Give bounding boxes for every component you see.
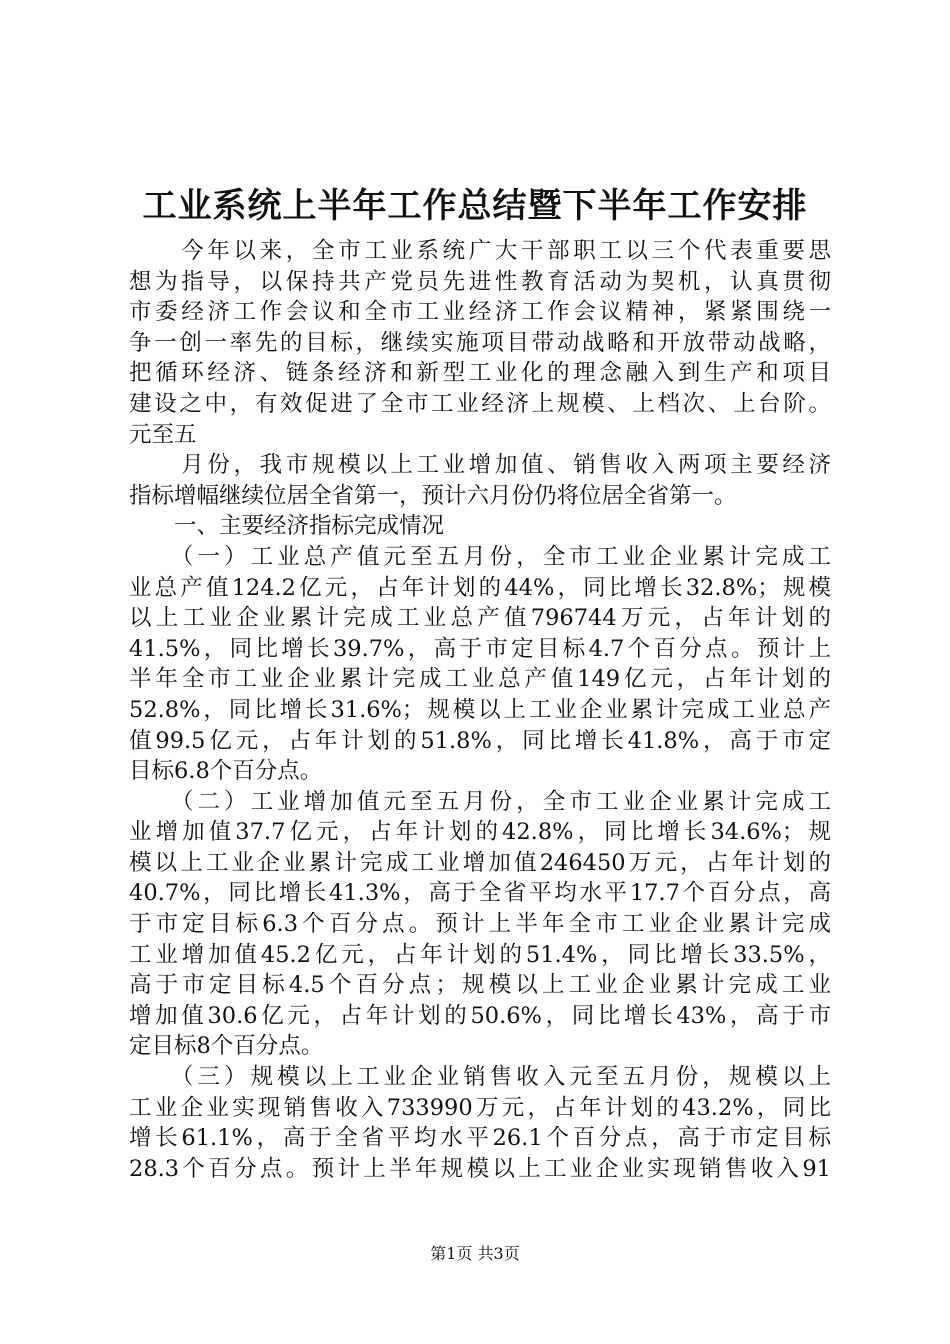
body-line: 指标增幅继续位居全省第一，预计六月份仍将位居全省第一。 xyxy=(129,482,737,509)
body-line: 想为指导，以保持共产党员先进性教育活动为契机，认真贯彻 xyxy=(129,268,831,295)
body-line: 半年全市工业企业累计完成工业总产值149亿元，占年计划的 xyxy=(129,666,831,693)
body-line: （三）规模以上工业企业销售收入元至五月份，规模以上 xyxy=(129,1064,831,1091)
body-line: 增长61.1%，高于全省平均水平26.1个百分点，高于市定目标 xyxy=(129,1125,831,1152)
body-line: 于市定目标6.3个百分点。预计上半年全市工业企业累计完成 xyxy=(129,911,831,938)
document-title: 工业系统上半年工作总结暨下半年工作安排 xyxy=(142,186,808,226)
body-line: 模以上工业企业累计完成工业增加值246450万元，占年计划的 xyxy=(129,849,831,876)
body-line: 把循环经济、链条经济和新型工业化的理念融入到生产和项目 xyxy=(129,360,831,387)
body-line: 40.7%，同比增长41.3%，高于全省平均水平17.7个百分点，高 xyxy=(129,880,831,907)
body-line: （二）工业增加值元至五月份，全市工业企业累计完成工 xyxy=(129,788,831,815)
body-line: 41.5%，同比增长39.7%，高于市定目标4.7个百分点。预计上 xyxy=(129,635,831,662)
body-line: 定目标8个百分点。 xyxy=(129,1033,324,1060)
body-line: 值99.5亿元，占年计划的51.8%，同比增长41.8%，高于市定 xyxy=(129,727,831,754)
body-line: 争一创一率先的目标，继续实施项目带动战略和开放带动战略， xyxy=(129,329,831,356)
document-body xyxy=(129,236,831,1184)
body-line: 业增加值37.7亿元，占年计划的42.8%，同比增长34.6%；规 xyxy=(129,819,831,846)
body-line: 工业增加值45.2亿元，占年计划的51.4%，同比增长33.5%， xyxy=(129,941,831,968)
body-line: 52.8%，同比增长31.6%；规模以上工业企业累计完成工业总产 xyxy=(129,696,831,723)
body-line: 市委经济工作会议和全市工业经济工作会议精神，紧紧围绕一 xyxy=(129,299,831,326)
body-line: 今年以来，全市工业系统广大干部职工以三个代表重要思 xyxy=(129,238,831,264)
body-line: （一）工业总产值元至五月份，全市工业企业累计完成工 xyxy=(129,543,831,570)
body-line: 业总产值124.2亿元，占年计划的44%，同比增长32.8%；规模 xyxy=(129,574,831,601)
body-line: 工业企业实现销售收入733990万元，占年计划的43.2%，同比 xyxy=(129,1094,831,1121)
body-line: 元至五 xyxy=(129,421,197,448)
body-line: 建设之中，有效促进了全市工业经济上规模、上档次、上台阶。 xyxy=(129,390,831,417)
body-line: 28.3个百分点。预计上半年规模以上工业企业实现销售收入91 xyxy=(129,1155,831,1182)
body-line: 目标6.8个百分点。 xyxy=(129,758,323,785)
body-line: 月份，我市规模以上工业增加值、销售收入两项主要经济 xyxy=(129,452,831,479)
body-line: 高于市定目标4.5个百分点；规模以上工业企业累计完成工业 xyxy=(129,972,831,999)
body-line: 一、主要经济指标完成情况 xyxy=(129,513,445,540)
page-footer: 第1页 共3页 xyxy=(430,1244,520,1263)
body-line: 增加值30.6亿元，占年计划的50.6%，同比增长43%，高于市 xyxy=(129,1002,831,1029)
body-line: 以上工业企业累计完成工业总产值796744万元，占年计划的 xyxy=(129,605,831,632)
